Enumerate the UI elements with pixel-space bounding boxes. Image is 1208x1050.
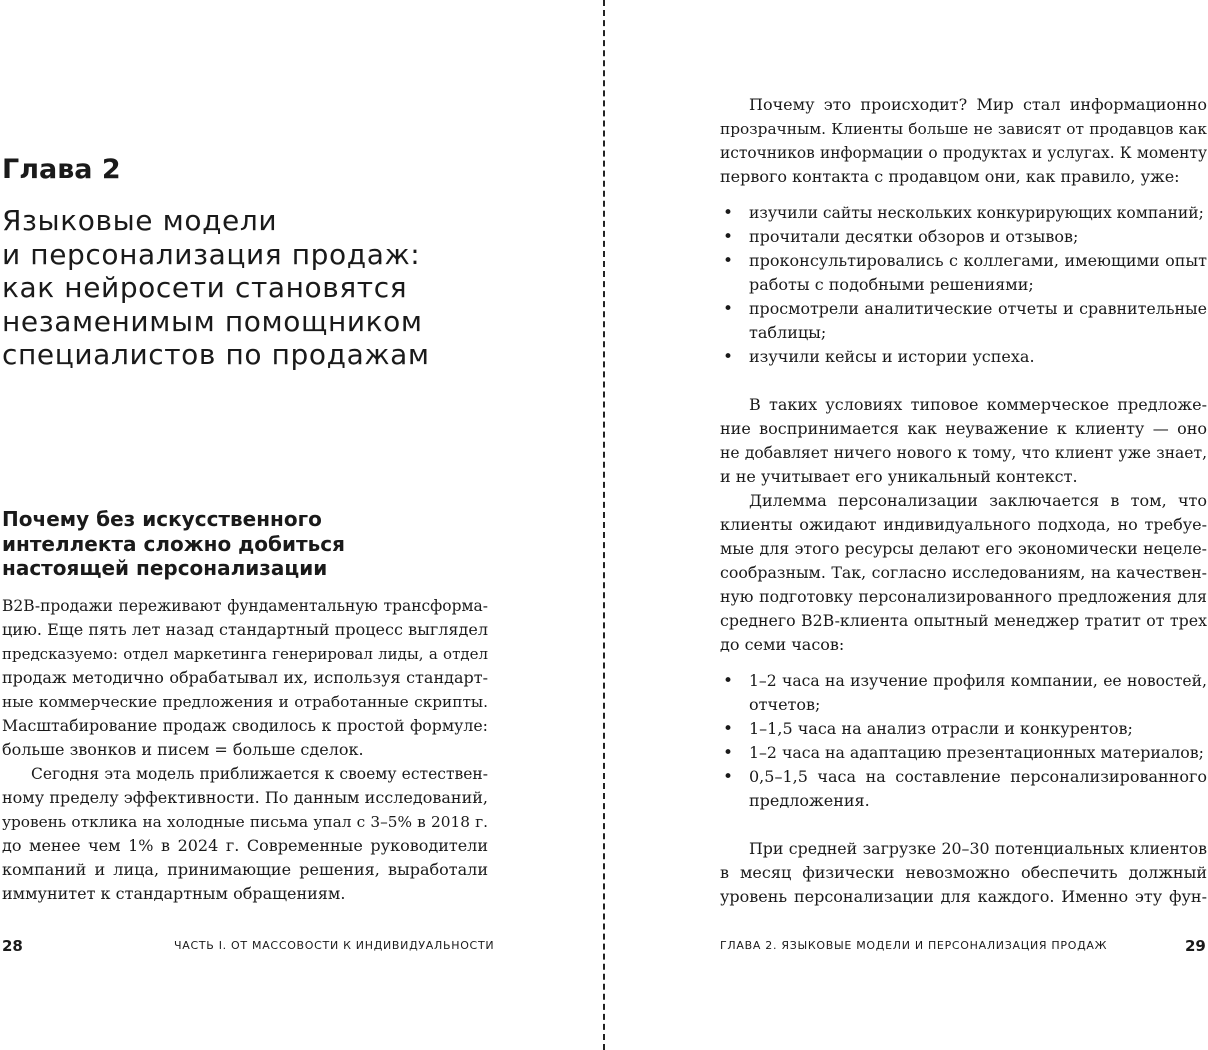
text-line: таблицы; bbox=[749, 323, 827, 342]
text-line: Сегодня эта модель приближается к своему естествен- bbox=[31, 765, 488, 783]
text-line: цию. Еще пять лет назад стандартный процесс выглядел bbox=[2, 620, 488, 639]
text-line: ные коммерческие предложения и отработанные скрипты. bbox=[2, 693, 488, 711]
chapter-title-line: и персонализация продаж: bbox=[2, 237, 421, 271]
text-line: в месяц физически невозможно обеспечить должный bbox=[720, 863, 1207, 882]
text-line: В таких условиях типовое коммерческое предложе- bbox=[749, 395, 1207, 414]
paragraph bbox=[720, 489, 1207, 657]
page-fold-divider bbox=[603, 0, 605, 1050]
list-item bbox=[720, 225, 1207, 249]
chapter-label: Глава 2 bbox=[2, 154, 121, 185]
text-line: не добавляет ничего нового к тому, что клиент уже знает, bbox=[720, 444, 1207, 462]
text-line: компаний и лица, принимающие решения, выработали bbox=[2, 860, 488, 879]
section-heading-line: интеллекта сложно добиться bbox=[2, 531, 345, 556]
bullet-list bbox=[720, 201, 1207, 369]
text-line: • проконсультировались с коллегами, имеющими опыт bbox=[749, 251, 1207, 270]
text-line: иммунитет к стандартным обращениям. bbox=[2, 884, 346, 903]
paragraph bbox=[2, 762, 488, 906]
text-line: прозрачным. Клиенты больше не зависят от продавцов как bbox=[720, 120, 1207, 138]
list-item bbox=[720, 717, 1207, 741]
chapter-title-line: Языковые модели bbox=[2, 204, 278, 237]
bullet-list bbox=[720, 669, 1207, 813]
text-line: • прочитали десятки обзоров и отзывов; bbox=[749, 227, 1079, 246]
paragraph bbox=[720, 837, 1207, 909]
text-line: • 1–1,5 часа на анализ отрасли и конкурентов; bbox=[749, 719, 1133, 738]
section-heading-line: настоящей персонализации bbox=[2, 556, 328, 580]
text-line: предсказуемо: отдел маркетинга генерировал лиды, а отдел bbox=[2, 645, 488, 663]
paragraph bbox=[720, 393, 1207, 489]
text-line: и не учитывает его уникальный контекст. bbox=[720, 467, 1078, 486]
paragraph bbox=[720, 93, 1207, 189]
text-line: Масштабирование продаж сводилось к простой формуле: bbox=[2, 716, 488, 735]
left-page bbox=[0, 0, 495, 1050]
text-line: • 0,5–1,5 часа на составление персонализированного bbox=[749, 767, 1207, 786]
text-line: работы с подобными решениями; bbox=[749, 275, 1034, 294]
text-line: ную подготовку персонализированного предложения для bbox=[720, 587, 1207, 606]
spacer bbox=[720, 189, 1207, 201]
section-heading-line: Почему без искусственного bbox=[2, 507, 322, 531]
text-line: мые для этого ресурсы делают его экономически нецеле- bbox=[720, 539, 1207, 558]
text-line: уровень отклика на холодные письма упал с 3–5% в 2018 г. bbox=[2, 813, 488, 831]
right-page bbox=[720, 0, 1208, 1050]
spacer bbox=[720, 657, 1207, 669]
list-item bbox=[720, 765, 1207, 813]
text-line: Почему это происходит? Мир стал информационно bbox=[749, 95, 1207, 114]
list-item bbox=[720, 669, 1207, 717]
text-line: продаж методично обрабатывал их, используя стандарт- bbox=[2, 668, 488, 687]
text-line: • изучили сайты нескольких конкурирующих компаний; bbox=[749, 204, 1204, 222]
text-line: ному пределу эффективности. По данным исследований, bbox=[2, 788, 488, 807]
list-item bbox=[720, 345, 1207, 369]
list-item bbox=[720, 249, 1207, 297]
chapter-title bbox=[2, 204, 482, 372]
left-body-text bbox=[2, 594, 488, 906]
text-line: среднего B2B-клиента опытный менеджер тратит от трех bbox=[720, 611, 1207, 630]
text-line: B2B-продажи переживают фундаментальную трансформа- bbox=[2, 597, 488, 615]
chapter-title-line: как нейросети становятся bbox=[2, 271, 408, 304]
spacer bbox=[720, 813, 1207, 837]
right-body-text bbox=[720, 93, 1207, 909]
page-number-right: 29 bbox=[1185, 937, 1206, 955]
text-line: предложения. bbox=[749, 791, 870, 810]
text-line: до менее чем 1% в 2024 г. Современные руководители bbox=[2, 836, 488, 855]
running-head-left: ЧАСТЬ I. ОТ МАССОВОСТИ К ИНДИВИДУАЛЬНОСТИ bbox=[174, 939, 495, 952]
text-line: уровень персонализации для каждого. Именно эту фун- bbox=[720, 887, 1207, 906]
text-line: • 1–2 часа на адаптацию презентационных материалов; bbox=[749, 743, 1204, 762]
text-line: больше звонков и писем = больше сделок. bbox=[2, 740, 364, 759]
paragraph bbox=[2, 594, 488, 762]
text-line: ние воспринимается как неуважение к клиенту — оно bbox=[720, 419, 1207, 438]
page-number-left: 28 bbox=[2, 937, 23, 955]
text-line: клиенты ожидают индивидуального подхода, но требуе- bbox=[720, 515, 1207, 534]
text-line: При средней загрузке 20–30 потенциальных клиентов bbox=[749, 839, 1207, 858]
chapter-title-line: специалистов по продажам bbox=[2, 338, 430, 371]
list-item bbox=[720, 741, 1207, 765]
text-line: • 1–2 часа на изучение профиля компании, ее новостей, bbox=[749, 672, 1207, 690]
running-head-right: ГЛАВА 2. ЯЗЫКОВЫЕ МОДЕЛИ И ПЕРСОНАЛИЗАЦИЯ ПРОДАЖ bbox=[720, 939, 1108, 952]
list-item bbox=[720, 297, 1207, 345]
spacer bbox=[720, 369, 1207, 393]
chapter-title-line: незаменимым помощником bbox=[2, 304, 423, 338]
text-line: • изучили кейсы и истории успеха. bbox=[749, 347, 1035, 366]
section-heading bbox=[2, 507, 482, 581]
text-line: отчетов; bbox=[749, 695, 821, 714]
text-line: Дилемма персонализации заключается в том, что bbox=[749, 491, 1207, 510]
text-line: источников информации о продуктах и услугах. К моменту bbox=[720, 144, 1207, 162]
text-line: • просмотрели аналитические отчеты и сравнительные bbox=[749, 299, 1207, 318]
list-item bbox=[720, 201, 1207, 225]
text-line: до семи часов: bbox=[720, 635, 845, 654]
text-line: сообразным. Так, согласно исследованиям, на качествен- bbox=[720, 563, 1207, 582]
text-line: первого контакта с продавцом они, как правило, уже: bbox=[720, 167, 1180, 186]
